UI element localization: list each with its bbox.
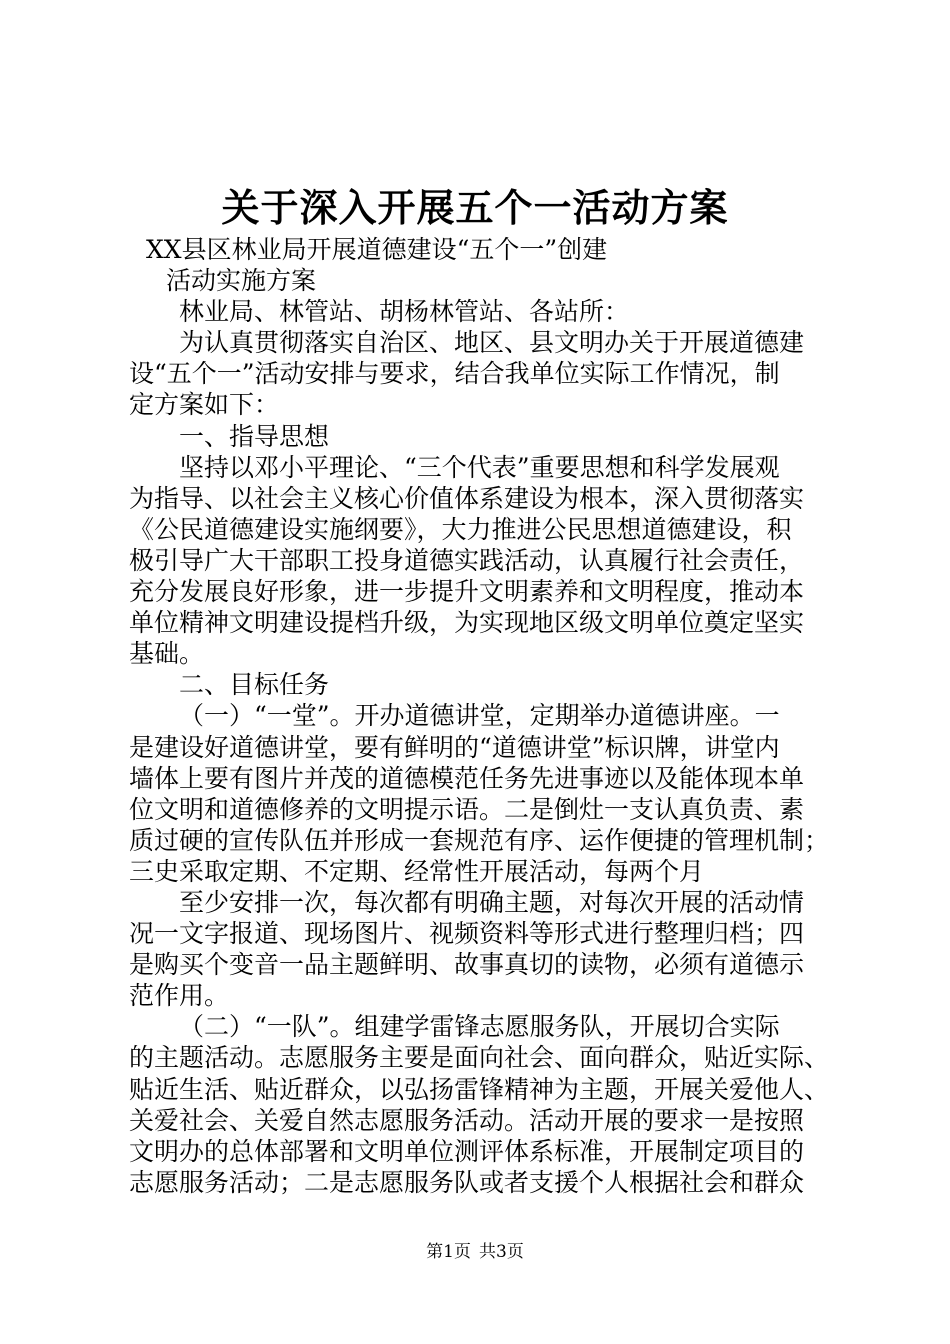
body-line: （一）“一堂”。开办道德讲堂，定期举办道德讲座。一 bbox=[179, 701, 780, 731]
body-line: 基础。 bbox=[129, 639, 205, 669]
body-line: 质过硬的宣传队伍并形成一套规范有序、运作便捷的管理机制； bbox=[129, 825, 830, 855]
body-line: 二、目标任务 bbox=[179, 670, 330, 700]
document-title: 关于深入开展五个一活动方案 bbox=[221, 185, 729, 230]
body-line: 至少安排一次，每次都有明确主题，对每次开展的活动情 bbox=[179, 887, 805, 917]
body-line: 《公民道德建设实施纲要》，大力推进公民思想道德建设，积 bbox=[129, 514, 792, 544]
body-line: 为指导、以社会主义核心价值体系建设为根本，深入贯彻落实 bbox=[129, 483, 805, 513]
body-line: 志愿服务活动；二是志愿服务队或者支援个人根据社会和群众 bbox=[129, 1167, 805, 1197]
body-line: 范作用。 bbox=[129, 981, 230, 1011]
body-line: XX县区林业局开展道德建设“五个一”创建 bbox=[146, 235, 608, 264]
body-line: （二）“一队”。组建学雷锋志愿服务队，开展切合实际 bbox=[179, 1012, 780, 1042]
page-total: 共3页 bbox=[479, 1242, 524, 1262]
body-line: 一、指导思想 bbox=[179, 421, 330, 451]
body-line: 坚持以邓小平理论、“三个代表”重要思想和科学发展观 bbox=[179, 452, 780, 482]
body-line: 设“五个一”活动安排与要求，结合我单位实际工作情况，制 bbox=[129, 359, 780, 389]
body-line: 活动实施方案 bbox=[166, 266, 317, 296]
body-line: 墙体上要有图片并茂的道德模范任务先进事迹以及能体现本单 bbox=[129, 763, 805, 793]
body-line: 贴近生活、贴近群众，以弘扬雷锋精神为主题，开展关爱他人、 bbox=[129, 1074, 830, 1104]
body-line: 况一文字报道、现场图片、视频资料等形式进行整理归档；四 bbox=[129, 919, 805, 949]
page-number: 第1页 bbox=[426, 1242, 471, 1262]
body-line: 三史采取定期、不定期、经常性开展活动，每两个月 bbox=[129, 856, 705, 886]
body-line: 文明办的总体部署和文明单位测评体系标准，开展制定项目的 bbox=[129, 1136, 805, 1166]
body-line: 极引导广大干部职工投身道德实践活动，认真履行社会责任， bbox=[129, 545, 805, 575]
body-line: 是建设好道德讲堂，要有鲜明的“道德讲堂”标识牌，讲堂内 bbox=[129, 732, 780, 762]
document-body bbox=[129, 234, 831, 1198]
body-line: 是购买个变音一品主题鲜明、故事真切的读物，必须有道德示 bbox=[129, 950, 805, 980]
page-footer bbox=[0, 1240, 950, 1264]
body-line: 位文明和道德修养的文明提示语。二是倒灶一支认真负责、素 bbox=[129, 794, 805, 824]
body-line: 定方案如下： bbox=[129, 390, 280, 420]
body-line: 林业局、林管站、胡杨林管站、各站所： bbox=[179, 297, 630, 327]
body-line: 充分发展良好形象，进一步提升文明素养和文明程度，推动本 bbox=[129, 577, 805, 607]
body-line: 关爱社会、关爱自然志愿服务活动。活动开展的要求一是按照 bbox=[129, 1105, 805, 1135]
body-line: 的主题活动。志愿服务主要是面向社会、面向群众，贴近实际、 bbox=[129, 1043, 830, 1073]
body-line: 单位精神文明建设提档升级，为实现地区级文明单位奠定坚实 bbox=[129, 608, 805, 638]
body-line: 为认真贯彻落实自治区、地区、县文明办关于开展道德建 bbox=[179, 328, 805, 358]
